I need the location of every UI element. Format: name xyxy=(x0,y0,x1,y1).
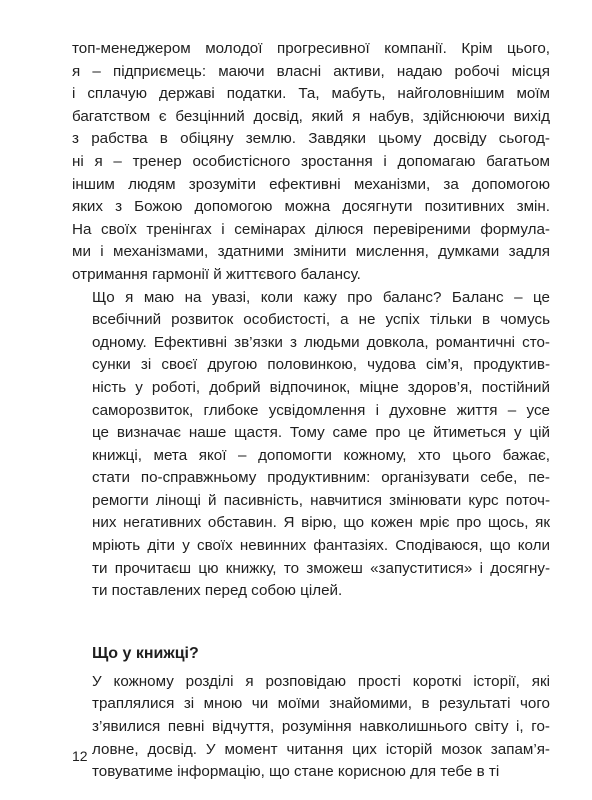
text-line: з рабства в обіцяну землю. Завдяки цьому досвіду сьогод- xyxy=(72,130,550,148)
text-line: саморозвиток, глибоке усвідомлення і духовне життя – усе xyxy=(92,401,550,419)
text-line: На своїх тренінгах і семінарах ділюся перевіреними формула- xyxy=(72,220,550,238)
text-line: них негативних обставин. Я вірю, що кожен мріє про щось, як xyxy=(92,514,550,532)
text-line: У кожному розділі я розповідаю прості короткі історії, які xyxy=(92,672,550,690)
text-line: і сплачую державі податки. Та, мабуть, найголовнішим моїм xyxy=(72,85,550,103)
paragraph-balance xyxy=(72,287,550,603)
text-line: топ-менеджером молодої прогресивної компанії. Крім цього, xyxy=(72,40,550,57)
text-line: ти поставлених перед собою цілей. xyxy=(92,582,343,600)
text-line: ми і механізмами, здатними змінити мислення, думками задля xyxy=(72,243,550,261)
text-line: ти прочитаєш цю книжку, то зможеш «запуститися» і досягну- xyxy=(92,559,550,577)
text-line: з’явилися певні відчуття, розуміння навколишнього світу і, го- xyxy=(92,718,550,736)
text-line: стати по-справжньому продуктивним: організувати себе, пе- xyxy=(92,469,550,487)
text-line: яких з Божою допомогою можна досягнути позитивних змін. xyxy=(72,198,550,216)
text-line: траплялися зі мною чи моїми знайомими, в результаті чого xyxy=(92,695,550,713)
section-gap xyxy=(72,603,550,643)
text-line: ні я – тренер особистісного зростання і допомагаю багатьом xyxy=(72,152,550,170)
text-line: книжці, мета якої – допомогти кожному, хто цього бажає, xyxy=(92,446,550,464)
text-line: я – підприємець: маючи власні активи, надаю робочі місця xyxy=(72,62,550,80)
text-line: товуватиме інформацію, що стане корисною для тебе в ті xyxy=(92,763,500,781)
text-line: мріють діти у своїх невинних фантазіях. Сподіваюся, що коли xyxy=(92,537,550,555)
section-heading: Що у книжці? xyxy=(92,644,199,662)
page-body xyxy=(72,38,550,784)
paragraph-book-contents xyxy=(72,671,550,784)
text-line: одному. Ефективні зв’язки з людьми довкола, романтичні сто- xyxy=(92,333,550,351)
text-line: отримання гармонії й життєвого балансу. xyxy=(72,265,361,283)
text-line: Що я маю на увазі, коли кажу про баланс? Баланс – це xyxy=(92,288,550,306)
paragraph-intro xyxy=(72,38,550,287)
text-line: ремогти лінощі й пасивність, навчитися змінювати курс поточ- xyxy=(92,491,550,509)
page-number: 12 xyxy=(72,748,88,764)
text-line: ність у роботі, добрий відпочинок, міцне здоров’я, постійний xyxy=(92,378,550,396)
text-line: багатством є безцінний досвід, який я набув, здійснюючи вихід xyxy=(72,107,550,125)
text-line: це визначає наше щастя. Тому саме про це йтиметься у цій xyxy=(92,424,550,442)
text-line: сунки зі своєї другою половинкою, чудова сім’я, продуктив- xyxy=(92,356,550,374)
text-line: іншим людям зрозуміти ефективні механізми, за допомогою xyxy=(72,175,550,193)
text-line: всебічний розвиток особистості, а не успіх тільки в чомусь xyxy=(92,311,550,329)
text-line: ловне, досвід. У момент читання цих історій мозок запам’я- xyxy=(92,740,550,758)
